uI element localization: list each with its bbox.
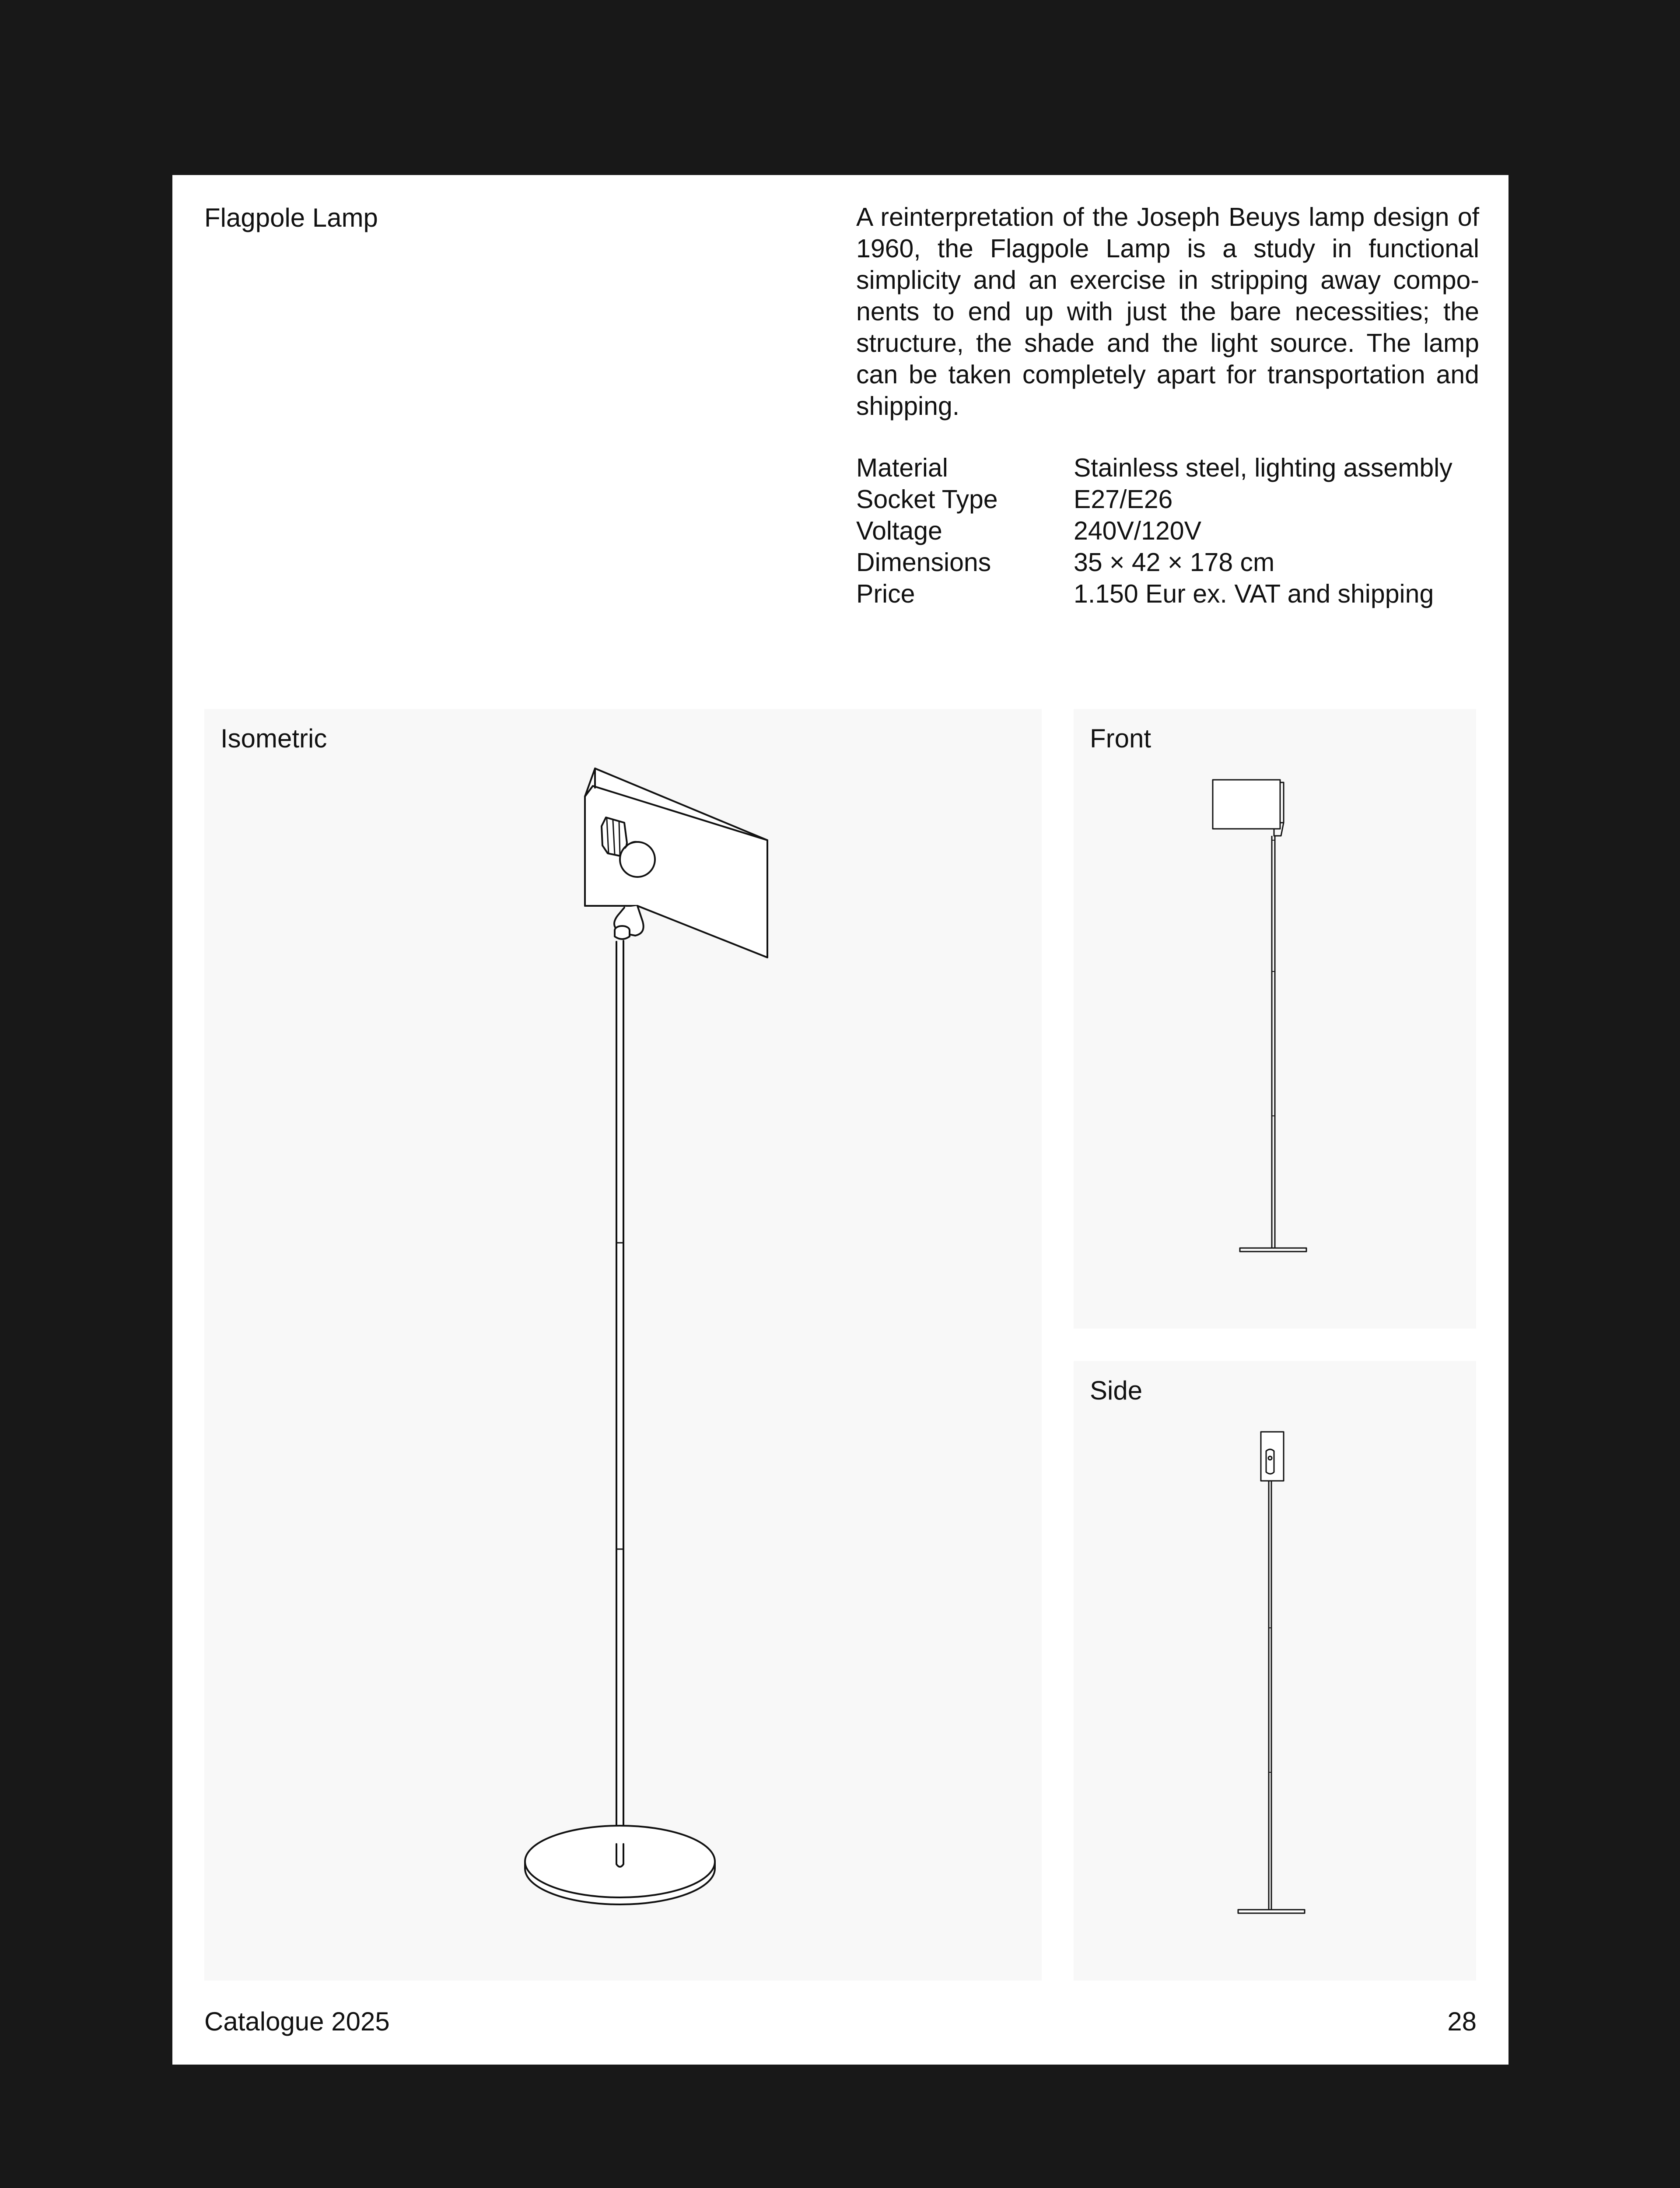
spec-value: 240V/120V: [1074, 516, 1201, 545]
spec-table: [856, 452, 1482, 610]
isometric-label: Isometric: [220, 724, 327, 753]
front-view-panel: [1074, 709, 1476, 1329]
spec-value: 1.150 Eur ex. VAT and shipping: [1074, 579, 1434, 608]
catalogue-page: [172, 175, 1508, 2065]
spec-row-voltage: [856, 515, 1482, 547]
spec-label: Material: [856, 453, 948, 482]
spec-row-material: [856, 452, 1482, 484]
front-label: Front: [1090, 724, 1152, 753]
lamp-pole: [1269, 1481, 1271, 1910]
isometric-view-panel: [204, 709, 1042, 1981]
spec-row-dimensions: [856, 547, 1482, 578]
side-view-panel: [1074, 1361, 1476, 1981]
spec-value: Stainless steel, lighting assembly: [1074, 453, 1452, 482]
lamp-base: [1240, 1248, 1306, 1252]
lamp-pole: [1272, 836, 1275, 1248]
lamp-pole: [616, 941, 623, 1867]
product-title: Flagpole Lamp: [204, 203, 378, 232]
spec-label: Socket Type: [856, 485, 998, 514]
spec-value: E27/E26: [1074, 485, 1173, 514]
lamp-base: [1238, 1910, 1305, 1913]
side-lamp-drawing: [1074, 1361, 1476, 1981]
lamp-shade: [1213, 780, 1280, 829]
catalogue-footer: Catalogue 2025: [204, 2007, 390, 2036]
lamp-shade: [585, 768, 767, 957]
spec-label: Voltage: [856, 516, 942, 545]
spec-label: Dimensions: [856, 548, 991, 577]
spec-value: 35 × 42 × 178 cm: [1074, 548, 1275, 577]
isometric-lamp-drawing: [204, 709, 1042, 1981]
spec-row-price: [856, 578, 1482, 610]
spec-label: Price: [856, 579, 915, 608]
front-lamp-drawing: [1074, 709, 1476, 1329]
spec-row-socket-type: [856, 484, 1482, 515]
page-number: 28: [1447, 2007, 1477, 2036]
product-description: A reinterpretation of the Joseph Beuys lamp design of 1960, the Flagpole Lamp is a study in functional simplicity and an exercise in stripping away components to end up with just the bare necessities; the structure, the shade and the light source. The lamp can be taken completely apart for transportation and shipping.: [856, 203, 1479, 421]
side-label: Side: [1090, 1376, 1143, 1405]
